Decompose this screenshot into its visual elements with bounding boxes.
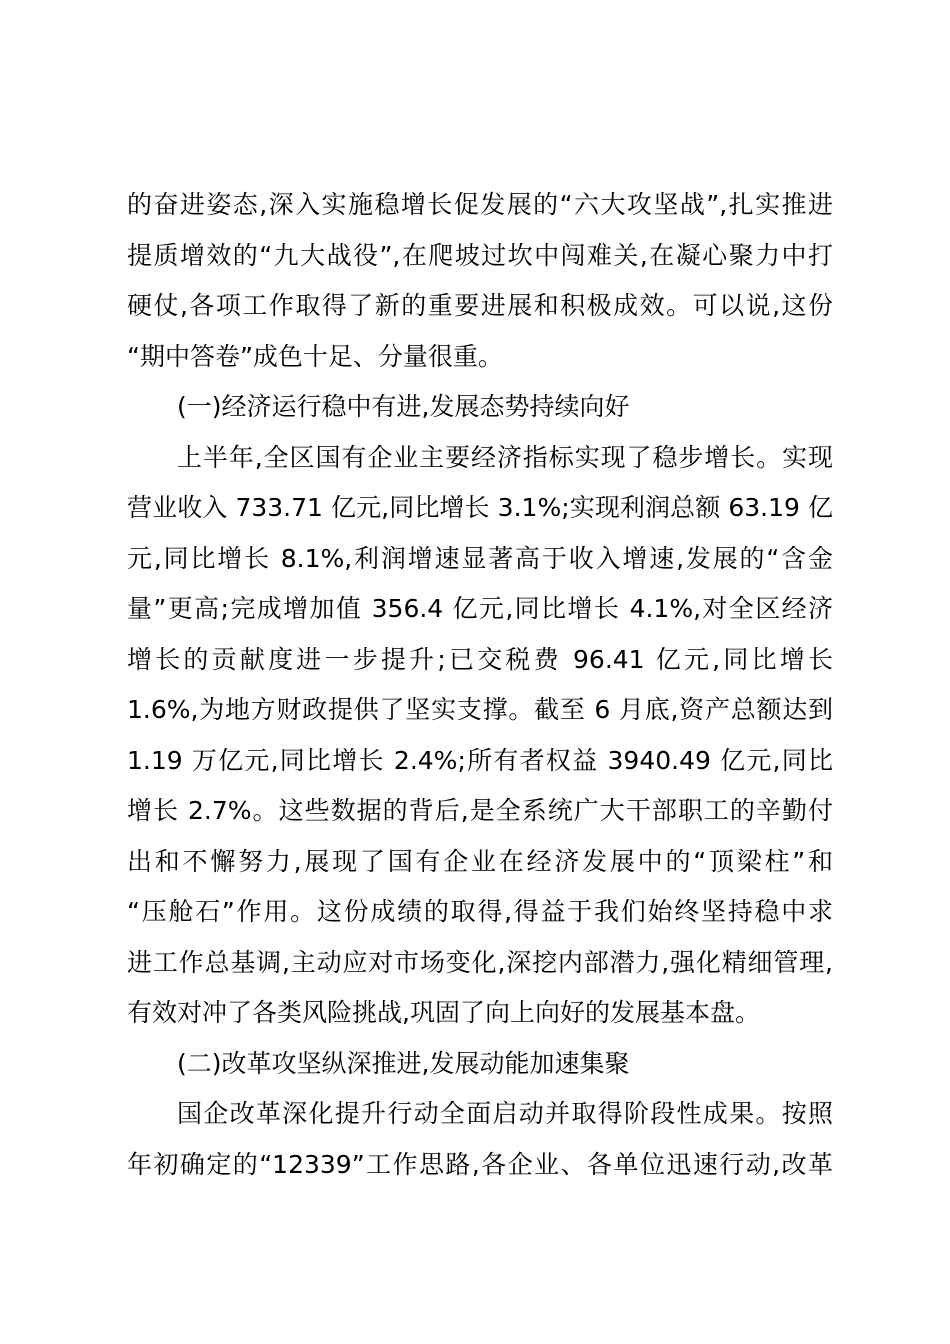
text-line: 出和不懈努力,展现了国有企业在经济发展中的“顶梁柱”和 <box>127 846 833 876</box>
text-line: 增长 2.7%。这些数据的背后,是全系统广大干部职工的辛勤付 <box>127 796 833 825</box>
paragraph-intro-continuation <box>127 180 833 382</box>
section-heading-text: (一)经济运行稳中有进,发展态势持续向好 <box>177 392 630 421</box>
text-line: “期中答卷”成色十足、分量很重。 <box>127 341 503 371</box>
text-line: “压舱石”作用。这份成绩的取得,得益于我们始终坚持稳中求 <box>127 897 833 926</box>
text-line: 年初确定的“12339”工作思路,各企业、各单位迅速行动,改革 <box>127 1149 833 1179</box>
paragraph-economy <box>127 433 833 1039</box>
text-line: 的奋进姿态,深入实施稳增长促发展的“六大攻坚战”,扎实推进 <box>127 190 833 219</box>
text-line: 上半年,全区国有企业主要经济指标实现了稳步增长。实现 <box>177 442 833 472</box>
text-line: 量”更高;完成增加值 356.4 亿元,同比增长 4.1%,对全区经济 <box>127 594 833 623</box>
section-heading-text: (二)改革攻坚纵深推进,发展动能加速集聚 <box>177 1048 630 1078</box>
text-line: 有效对冲了各类风险挑战,巩固了向上向好的发展基本盘。 <box>127 998 760 1027</box>
paragraph-reform <box>127 1089 833 1190</box>
document-body <box>127 180 833 1190</box>
text-line: 提质增效的“九大战役”,在爬坡过坎中闯难关,在凝心聚力中打 <box>127 240 833 270</box>
text-line: 进工作总基调,主动应对市场变化,深挖内部潜力,强化精细管理, <box>127 947 833 977</box>
text-line: 元,同比增长 8.1%,利润增速显著高于收入增速,发展的“含金 <box>127 543 833 573</box>
section-heading-1 <box>127 382 833 433</box>
text-line: 增长的贡献度进一步提升;已交税费 96.41 亿元,同比增长 <box>127 644 833 674</box>
text-line: 国企改革深化提升行动全面启动并取得阶段性成果。按照 <box>177 1099 833 1128</box>
text-line: 营业收入 733.71 亿元,同比增长 3.1%;实现利润总额 63.19 亿 <box>127 493 833 522</box>
section-heading-2 <box>127 1039 833 1090</box>
text-line: 硬仗,各项工作取得了新的重要进展和积极成效。可以说,这份 <box>127 291 833 320</box>
text-line: 1.19 万亿元,同比增长 2.4%;所有者权益 3940.49 亿元,同比 <box>127 745 833 775</box>
text-line: 1.6%,为地方财政提供了坚实支撑。截至 6 月底,资产总额达到 <box>127 695 833 724</box>
